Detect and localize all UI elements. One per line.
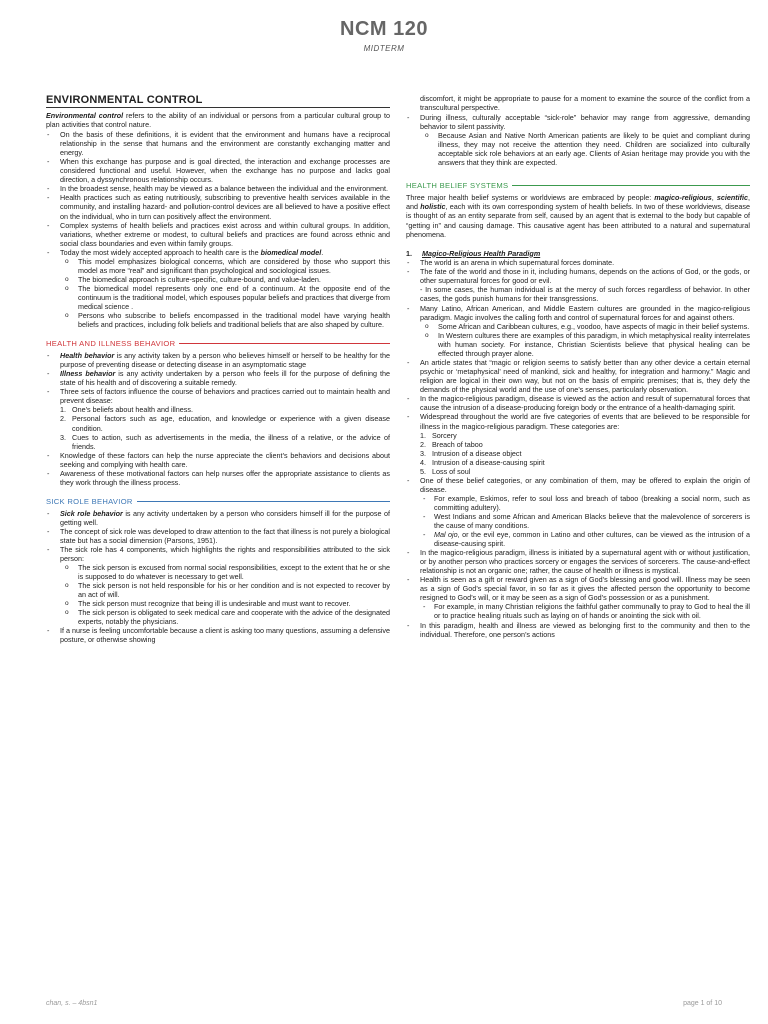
- paragraph-continued: discomfort, it might be appropriate to pause for a moment to examine the source of the conflict from a transcultural perspective.: [420, 94, 750, 113]
- list-item: - Complex systems of health beliefs and practices exist across and within cultural groups. In addition, variations, whether extreme or modest, to cultural beliefs and practices are found across ethnic and social class boundaries and even within family groups.: [46, 221, 390, 248]
- numbered-item: 1. One’s beliefs about health and illness.: [60, 405, 193, 415]
- list-item: - When this exchange has purpose and is goal directed, the interaction and exchange processes are considered functional and useful. However, when the exchange has no purpose and lacks goal direction, a dyssynchronous relationship occurs.: [46, 157, 390, 184]
- list-item: - The concept of sick role was developed to draw attention to the fact that illness is not purely a biological state but has a social dimension (Parsons, 1951).: [46, 527, 390, 545]
- list-item: - The fate of the world and those in it, including humans, depends on the actions of God, or the gods, or other supernatural forces for good or evil.: [406, 267, 750, 285]
- numbered-item: 4. Intrusion of a disease-causing spirit: [420, 457, 545, 467]
- list-item: - Health is seen as a gift or reward given as a sign of God’s blessing and good will. Illness may be seen as a sign of God’s special favor, in so far as it gives the affected person the opportunity to become resigned to God’s will, or it may be seen as a sign of God’s possession or as a punishment.: [406, 575, 750, 602]
- paragraph: Three major health belief systems or worldviews are embraced by people: magico-religious, scientific, and holistic, each with its own corresponding system of health beliefs. In two of these worldviews, disease is thought of as an entity separate from self, caused by an agent that is external to the body but capable of “getting in” and causing damage. This causative agent has been attributed to a natural and supernatural phenomena.: [406, 193, 750, 239]
- list-item: - If a nurse is feeling uncomfortable because a client is asking too many questions, assuming a defensive posture, or otherwise showing: [46, 626, 390, 644]
- page-title: NCM 120: [340, 18, 428, 40]
- list-item: - Illness behavior is any activity undertaken by a person who feels ill for the purpose of defining the state of his health and of discovering a suitable remedy.: [46, 369, 390, 387]
- numbered-item: 2. Personal factors such as age, education, and knowledge or experience with a given disease condition.: [60, 414, 390, 433]
- list-item: - Sick role behavior is any activity undertaken by a person who considers himself ill for the purpose of getting well.: [46, 509, 390, 527]
- numbered-item: 3. Cues to action, such as advertisements in the media, the illness of a relative, or the advice of friends.: [60, 432, 390, 451]
- list-item: - Three sets of factors influence the course of behaviors and practices carried out to maintain health and prevent disease:: [46, 387, 390, 405]
- sub-list-item: o Because Asian and Native North American patients are likely to be quiet and compliant during illness, they may not receive the attention they need. Children are socialized into culturally acceptable sick role behaviors at an early age. Clients of Asian heritage may provide you with the answers that they think are expected.: [406, 131, 750, 167]
- sub-list-item: o This model emphasizes biological concerns, which are considered by those who support this model as more “real” and significant than psychological and sociological issues.: [46, 257, 390, 275]
- numbered-item: 3. Intrusion of a disease object: [420, 448, 522, 458]
- section-heading-sick-role-behavior: SICK ROLE BEHAVIOR: [46, 497, 390, 506]
- sub-list-item: o The sick person is excused from normal social responsibilities, except to the extent that he or she is supposed to do whatever is necessary to get well.: [46, 563, 390, 581]
- sub-list-item: o The sick person is not held responsible for his or her condition and is not expected to recover by an act of will.: [46, 581, 390, 599]
- list-item: - Many Latino, African American, and Middle Eastern cultures are grounded in the magico-religious paradigm. Magic involves the calling forth and control of supernatural forces for and against others.: [406, 304, 750, 322]
- list-item: - On the basis of these definitions, it is evident that the environment and humans have a reciprocal relationship in the sense that humans and the environment are constantly exchanging matter and energy.: [46, 130, 390, 157]
- numbered-item: 2. Breach of taboo: [420, 439, 483, 449]
- footer-page-number: page 1 of 10: [683, 1000, 722, 1007]
- footer-author: chan, s. – 4bsn1: [46, 1000, 98, 1007]
- list-item: - In the broadest sense, health may be viewed as a balance between the individual and the environment.: [46, 184, 390, 193]
- sub-list-item: o Persons who subscribe to beliefs encompassed in the traditional model have varying health beliefs and practices, including folk beliefs and traditional beliefs that are also shaped by culture.: [46, 311, 390, 329]
- page-subtitle: MIDTERM: [363, 44, 405, 53]
- list-item: - In the magico-religious paradigm, illness is initiated by a supernatural agent with or without justification, or by another person who practices sorcery or engages the services of sorcerers. The cause-and-effect relationship is not an organic one; rather, the cause of health or illness is mystical.: [406, 548, 750, 575]
- sub-dash-item: - For example, in many Christian religions the faithful gather communally to pray to God to heal the ill or to practice healing rituals such as laying on of hands or anointing the sick with oil.: [406, 602, 750, 620]
- sub-list-item: o The sick person must recognize that being ill is undesirable and must want to recover.: [46, 599, 390, 608]
- section-heading-health-illness-behavior: HEALTH AND ILLNESS BEHAVIOR: [46, 339, 390, 348]
- numbered-item: 5. Loss of soul: [420, 466, 471, 476]
- numbered-item: 1. Sorcery: [420, 430, 457, 440]
- list-item: - In the magico-religious paradigm, disease is viewed as the action and result of supernatural forces that cause the intrusion of a disease-producing foreign body or the entrance of a health-damaging spirit.: [406, 394, 750, 412]
- list-item: - During illness, culturally acceptable “sick-role” behavior may range from aggressive, demanding behavior to silent passivity.: [406, 113, 750, 131]
- list-item: - Health practices such as eating nutritiously, subscribing to preventive health services available in the community, and installing hazard- and pollution-control devices are all believed to have a positive effect on the individual, who in turn can positively affect the environment.: [46, 193, 390, 220]
- list-item: - The world is an arena in which supernatural forces dominate.: [406, 258, 750, 267]
- list-item: - One of these belief categories, or any combination of them, may be offered to explain the origin of disease.: [406, 476, 750, 494]
- list-item: - Today the most widely accepted approach to health care is the biomedical model.: [46, 248, 390, 257]
- sub-list-item: o Some African and Caribbean cultures, e.g., voodoo, have aspects of magic in their belief systems.: [406, 322, 750, 331]
- list-item: - Health behavior is any activity taken by a person who believes himself or herself to be healthy for the purpose of preventing disease or detecting disease in an asymptomatic stage: [46, 351, 390, 369]
- paragraph: Environmental control refers to the ability of an individual or persons from a particular cultural group to plan activities that control nature.: [46, 111, 390, 130]
- right-column: [406, 94, 750, 639]
- sub-dash-item: - West Indians and some African and American Blacks believe that the malevolence of sorcerers is the cause of many conditions.: [406, 512, 750, 530]
- list-item-continued: - In some cases, the human individual is at the mercy of such forces regardless of behavior. In other cases, the gods punish humans for their transgressions.: [420, 284, 750, 303]
- sub-list-item: o The biomedical approach is culture-specific, culture-bound, and value-laden.: [46, 275, 390, 284]
- list-item: - Widespread throughout the world are five categories of events that are believed to be responsible for illness in the magico-religious paradigm. These categories are:: [406, 412, 750, 430]
- list-item: - Knowledge of these factors can help the nurse appreciate the client’s behaviors and decisions about seeking and complying with health care.: [46, 451, 390, 469]
- left-column: [46, 94, 390, 645]
- sub-dash-item: - For example, Eskimos, refer to soul loss and breach of taboo (breaking a social norm, such as committing adultery).: [406, 494, 750, 512]
- sub-list-item: o The sick person is obligated to seek medical care and cooperate with the advice of the designated experts, notably the physicians.: [46, 608, 390, 626]
- sub-list-item: o In Western cultures there are examples of this paradigm, in which metaphysical reality interrelates with human society. For instance, Christian Scientists believe that physical healing can be effected through prayer alone.: [406, 331, 750, 358]
- section-heading-health-belief-systems: HEALTH BELIEF SYSTEMS: [406, 181, 750, 190]
- sub-list-item: o The biomedical model represents only one end of a continuum. At the opposite end of the continuum is the traditional model, which espouses popular beliefs and practices that diverge from medical science .: [46, 284, 390, 311]
- list-item: - The sick role has 4 components, which highlights the rights and responsibilities attributed to the sick person:: [46, 545, 390, 563]
- paradigm-heading: 1. Magico-Religious Health Paradigm: [406, 248, 541, 258]
- list-item: - In this paradigm, health and illness are viewed as belonging first to the community and then to the individual. Therefore, one person’s actions: [406, 621, 750, 639]
- list-item: - An article states that “magic or religion seems to satisfy better than any other device a certain eternal psychic or ‘metaphysical’ need of mankind, sick and healthy, for integration and harmony.” Magic and religion are logical in their own way, but not on the basis of empiric premises; that is, they defy the demands of the physical world and the use of one’s senses, particularly observation.: [406, 358, 750, 394]
- section-heading-environmental-control: ENVIRONMENTAL CONTROL: [46, 94, 390, 108]
- sub-dash-item: - Mal ojo, or the evil eye, common in Latino and other cultures, can be viewed as the intrusion of a disease-causing spirit.: [406, 530, 750, 548]
- list-item: - Awareness of these motivational factors can help nurses offer the appropriate assistance to clients as they work through the illness process.: [46, 469, 390, 487]
